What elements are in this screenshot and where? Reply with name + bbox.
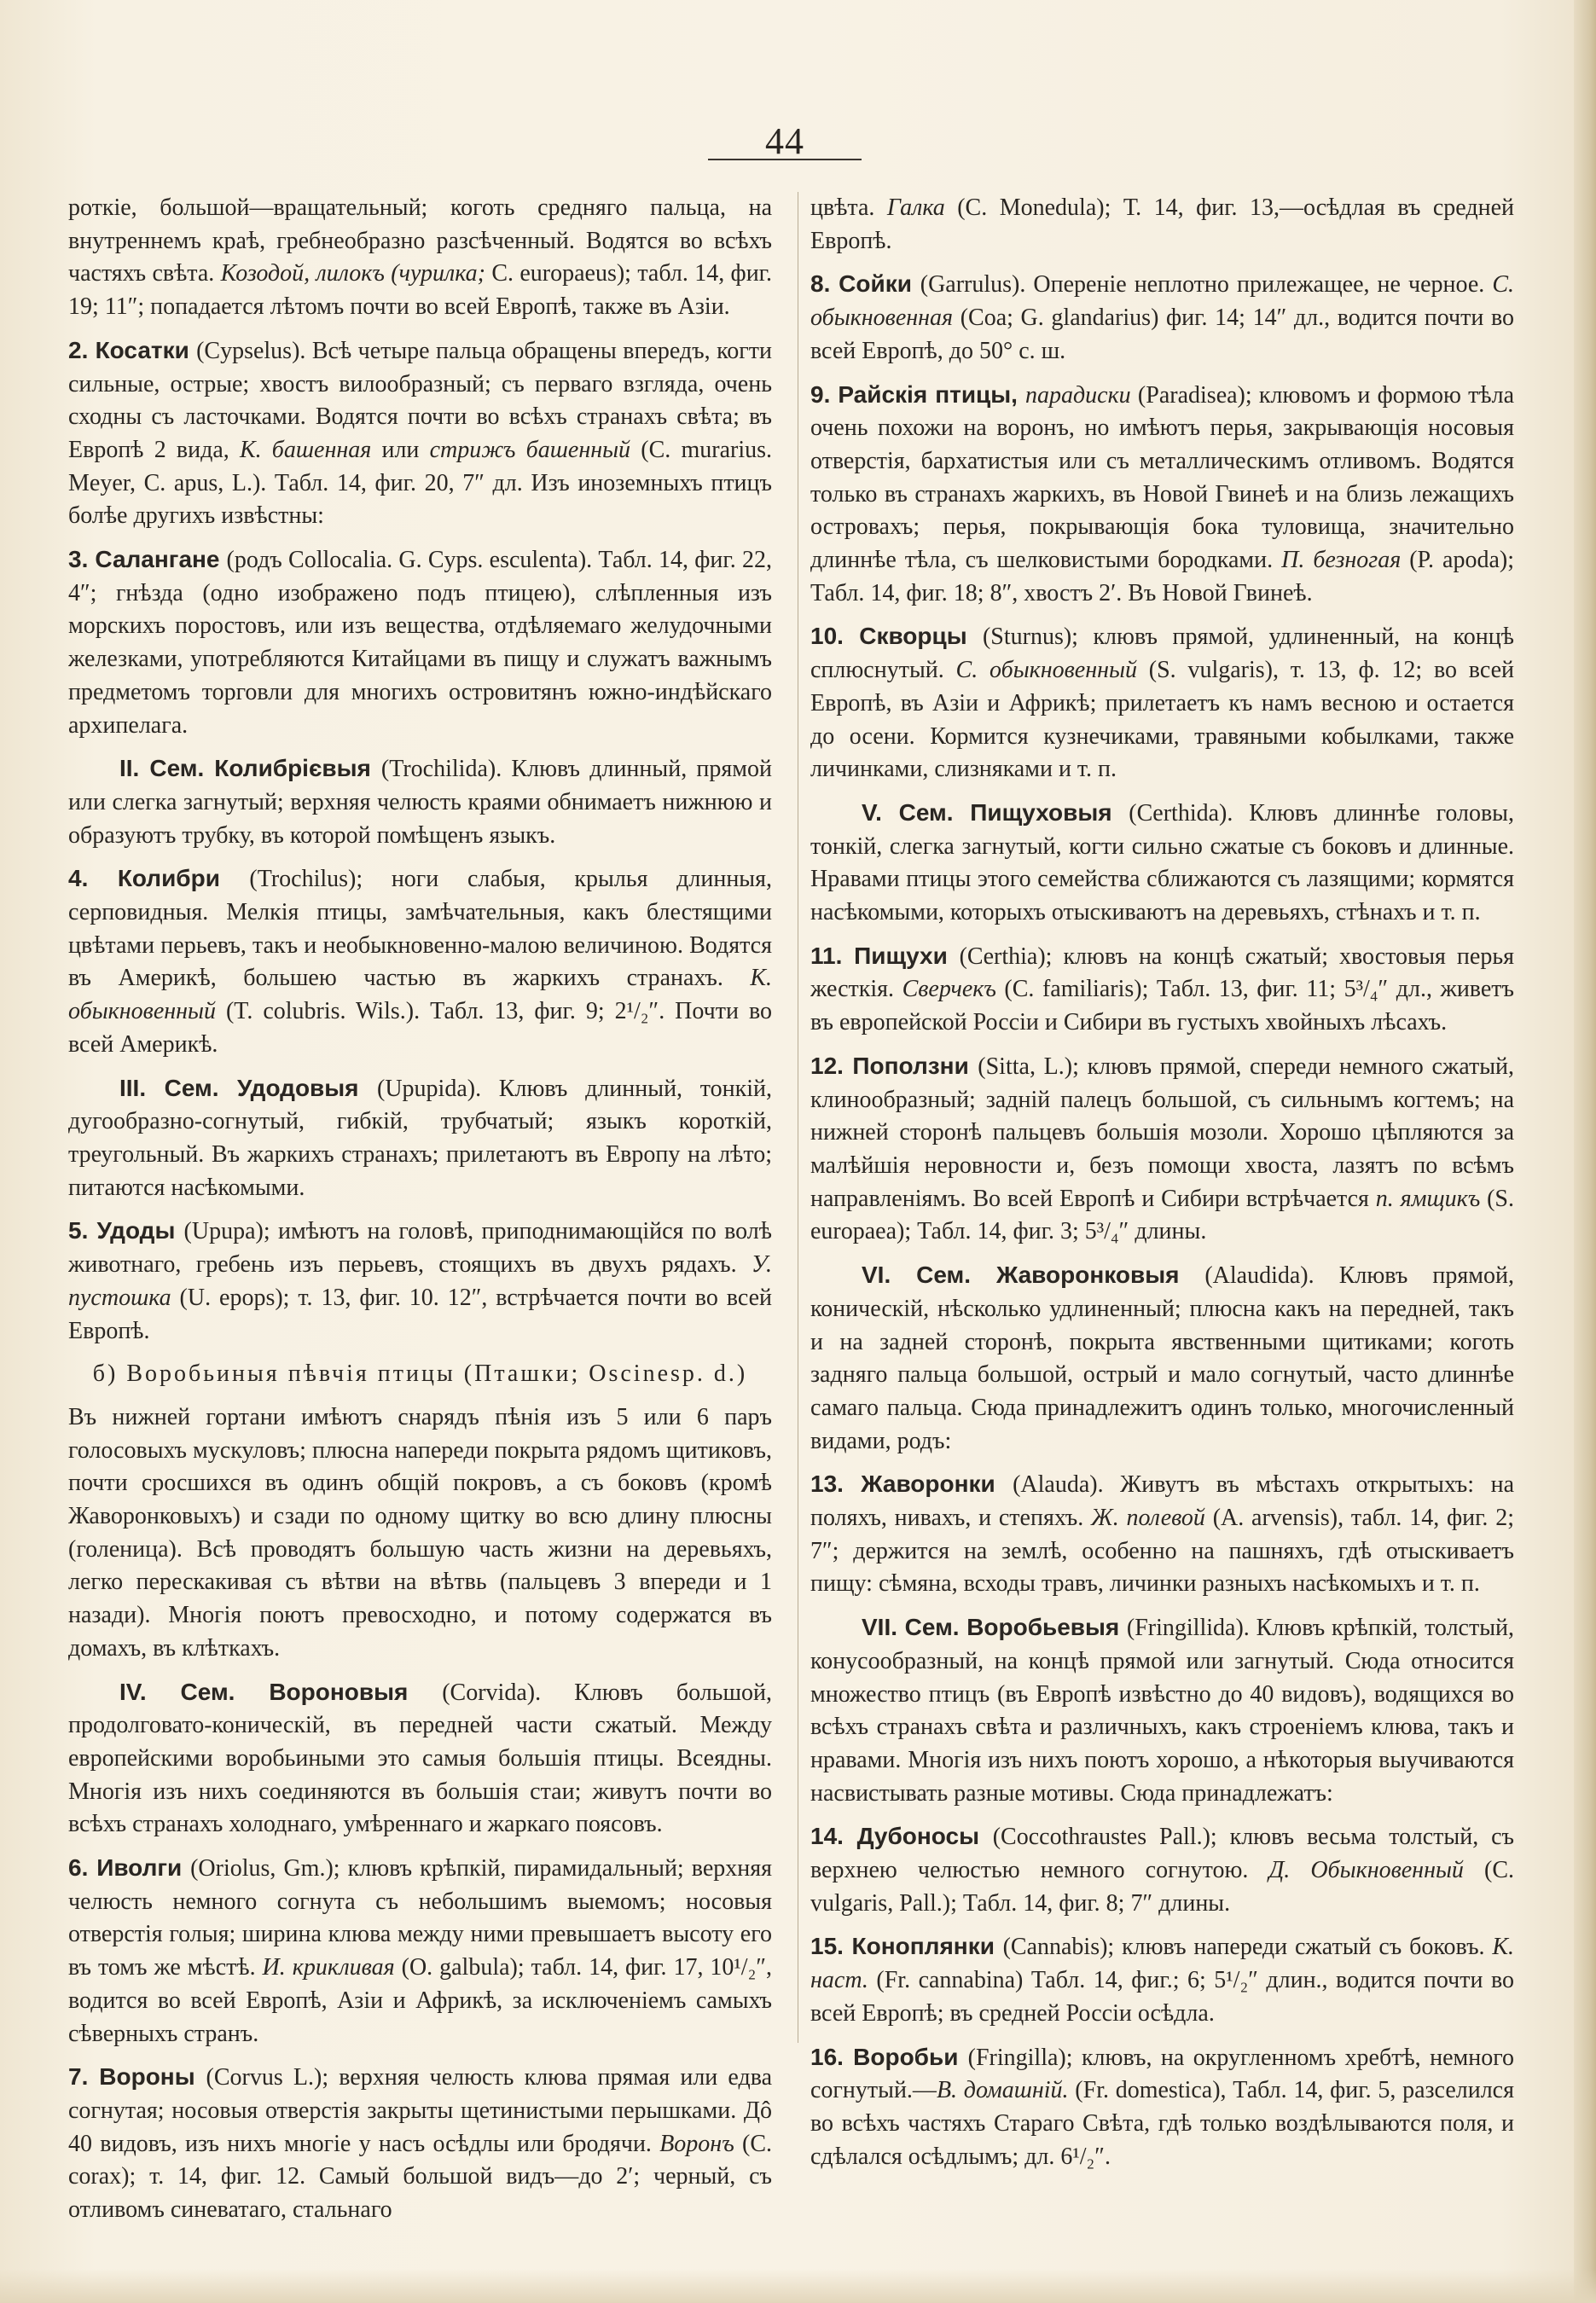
entry-heading: VI. Сем. Жаворонковыя [862, 1262, 1205, 1289]
entry-heading: IV. Сем. Вороновыя [119, 1678, 443, 1705]
text-run: (Paradisea); клювомъ и формою тѣла очень похожи на воронъ, но имѣютъ перья, закрывающія носовыя отверстія, бархатистыя или съ металлическимъ отливомъ. Водятся только въ странахъ жаркихъ, въ Новой Гвинеѣ и на близь лежащихъ островахъ; перья, покрывающія бока туловища, значительно длиннѣе тѣла, съ шелковистыми бородками. [810, 381, 1514, 574]
text-run: (Coccothraustes Pall.); клювъ весьма толстый, съ верхнею челюстью немного согнутою. [810, 1824, 1514, 1884]
text-run: (Trochilida). Клювъ длинный, прямой или слегка загнутый; верхняя челюсть краями обнимаетъ нижнюю и образуютъ трубку, въ которой помѣщенъ языкъ. [68, 756, 772, 849]
text-run: (S. europaea); Табл. 14, фиг. 3; 5³/₄″ длины. [810, 1185, 1514, 1245]
text-run: (родъ Collocalia. G. Cyps. esculenta). Табл. 14, фиг. 22, 4″; гнѣзда (одно изображено подъ птицею), слѣпленныя изъ морскихъ поростовъ, или изъ вещества, отдѣляемаго желудочными железками, употребляются Китайцами въ пищу и служатъ важнымъ предметомъ торговли для многихъ островитянъ южно-индѣйскаго архипелага. [68, 547, 772, 739]
text-run: (C. corax); т. 14, фиг. 12. Самый большой видъ—до 2′; черный, съ отливомъ синеватаго, стальнаго [68, 2130, 772, 2224]
text-run: (Fr. domestica), Табл. 14, фиг. 5, разселился во всѣхъ частяхъ Стараго Свѣта, гдѣ только воздѣлываются поля, и сдѣлался осѣдлымъ; дл. 6¹/₂″. [810, 2077, 1514, 2170]
text-run: (T. colubris. Wils.). Табл. 13, фиг. 9; 2¹/₂″. Почти во всей Америкѣ. [68, 998, 772, 1058]
entry-heading: 16. Воробьи [810, 2043, 968, 2070]
text-run: роткіе, большой—вращательный; коготь средняго пальца, на внутреннемъ краѣ, гребнеобразно разсѣченный. Водятся во всѣхъ частяхъ свѣта. [68, 194, 772, 287]
text-run: (C. familiaris); Табл. 13, фиг. 11; 5³/₄″ дл., живетъ въ европейской Россіи и Сибири въ густыхъ хвойныхъ лѣсахъ. [810, 976, 1514, 1036]
species-name: Козодой, лилокъ (чурилка; [220, 260, 485, 287]
text-run: (Garrulus). Опереніе неплотно прилежащее, не черное. [920, 271, 1493, 299]
entry-heading: 13. Жаворонки [810, 1471, 1013, 1498]
species-name: п. ямщикъ [1375, 1185, 1481, 1212]
paragraph [810, 192, 1514, 258]
text-run: Въ нижней гортани имѣютъ снарядъ пѣнія изъ 5 или 6 паръ голосовыхъ мускуловъ; плюсна напереди покрыта рядомъ щитиковъ, почти сросшихся въ одинъ общій покровъ, а съ боковъ (кромѣ Жаворонковыхъ) и сзади по одному щитку во всю длину плюсны (голеница). Всѣ проводятъ большую часть жизни на деревьяхъ, легко перескакивая съ вѣтви на вѣтвь (пальцевъ 3 впереди и 1 назади). Многія поютъ превосходно, и потому содержатся въ домахъ, въ клѣткахъ. [68, 1403, 772, 1662]
section-heading [68, 1358, 772, 1391]
text-run: (Coa; G. glandarius) фиг. 14; 14″ дл., водится почти во всей Европѣ, до 50° с. ш. [810, 305, 1514, 364]
text-run: (Upupa); имѣютъ на головѣ, приподнимающійся по волѣ животнаго, гребень изъ перьевъ, стоящихъ въ двухъ рядахъ. [68, 1218, 772, 1279]
species-name: К. наст. [810, 1934, 1514, 1994]
paragraph [68, 192, 772, 324]
text-run: (Upupida). Клювъ длинный, тонкій, дугообразно-согнутый, гибкій, трубчатый; языкъ короткій, треугольный. Въ жаркихъ странахъ; прилетаютъ въ Европу на лѣто; питаются насѣкомыми. [68, 1075, 772, 1201]
text-run: (Fr. cannabina) Табл. 14, фиг.; 6; 5¹/₂″ длин., водится почти во всей Европѣ; въ средней Россіи осѣдла. [810, 1967, 1514, 2027]
entry-zhavoronki [810, 1468, 1514, 1601]
entry-heading: 10. Скворцы [810, 623, 983, 650]
text-run: (C. murarius. Meyer, C. apus, L.). Табл. 14, фиг. 20, 7″ дл. Изъ иноземныхъ птицъ болѣе другихъ извѣстны: [68, 436, 772, 530]
entry-soiki [810, 268, 1514, 368]
entry-dubonosy [810, 1820, 1514, 1920]
text-run: (Cannabis); клювъ напереди сжатый съ боковъ. [1002, 1934, 1493, 1961]
entry-kolibri [68, 862, 772, 1061]
species-name: П. безногая [1281, 547, 1402, 574]
entry-heading: 5. Удоды [68, 1217, 184, 1244]
entry-skvortsy [810, 620, 1514, 786]
entry-heading: VII. Сем. Воробьевыя [862, 1614, 1127, 1641]
species-name: Галка [886, 194, 945, 221]
text-run: (U. epops); т. 13, фиг. 10. 12″, встрѣчается почти во всей Европѣ. [68, 1284, 772, 1344]
family-pishchukhovye [810, 797, 1514, 930]
entry-salangane [68, 543, 772, 742]
header-rule [708, 159, 862, 160]
text-run: (S. vulgaris), т. 13, ф. 12; во всей Европѣ, въ Азіи и Африкѣ; прилетаетъ къ намъ весною и остается до осени. Кормится кузнечиками, травяными кобылками, также личинками, слизняками и т. п. [810, 657, 1514, 783]
text-run: (Alauda). Живутъ въ мѣстахъ открытыхъ: на поляхъ, нивахъ, и степяхъ. [810, 1471, 1514, 1532]
species-name: Ж. полевой [1091, 1505, 1205, 1532]
species-name: И. крикливая [262, 1954, 395, 1981]
entry-popolzni [810, 1050, 1514, 1249]
entry-heading: V. Сем. Пищуховыя [862, 798, 1129, 826]
entry-heading: 15. Коноплянки [810, 1933, 1003, 1960]
family-voronovye [68, 1676, 772, 1842]
species-name: парадиски [1024, 381, 1131, 409]
entry-vorony [68, 2061, 772, 2227]
entry-udody [68, 1215, 772, 1348]
page-edge [1574, 0, 1596, 2303]
text-run: (Corvida). Клювъ большой, продолговато-коническій, въ передней части сжатый. Между европейскими воробьиными это самыя большія птицы. Всеядны. Многія изъ нихъ соединяются въ большія стаи; живутъ почти во всѣхъ странахъ холоднаго, умѣреннаго и жаркаго поясовъ. [68, 1679, 772, 1838]
entry-heading: 3. Салангане [68, 546, 227, 573]
entry-heading: 14. Дубоносы [810, 1823, 993, 1850]
family-zhavoronkovye [810, 1259, 1514, 1458]
text-run: (Fringillida). Клювъ крѣпкій, толстый, конусообразный, на концѣ прямой или загнутый. Сюда относится множество птицъ (въ Европѣ извѣстно до 40 видовъ), водящихся во всѣхъ странахъ свѣта и различныхъ, какъ строеніемъ клюва, такъ и нравами. Многія изъ нихъ поютъ хорошо, а нѣкоторыя выучиваются насвистывать разные мотивы. Сюда принадлежатъ: [810, 1615, 1514, 1807]
text-run: (C. vulgaris, Pall.); Табл. 14, фиг. 8; 7″ длины. [810, 1857, 1514, 1917]
entry-heading: 8. Сойки [810, 270, 920, 298]
text-run: (Certhida). Клювъ длиннѣе головы, тонкій, слегка загнутый, когти сильно сжатые съ боковъ и длинные. Нравами птицы этого семейства сближаются съ лазящими; кормятся насѣкомыми, которыхъ отыскиваютъ на деревьяхъ, стѣнахъ и т. п. [810, 799, 1514, 926]
species-name: В. домашній. [936, 2077, 1069, 2104]
text-run: (Trochilus); ноги слабыя, крылья длинныя, серповидныя. Мелкія птицы, замѣчательныя, какъ блестящими цвѣтами перьевъ, такъ и необыкновенно-малою величиною. Водятся въ Америкѣ, большею частью въ жаркихъ странахъ. [68, 866, 772, 992]
text-run: (Corvus L.); верхняя челюсть клюва прямая или едва согнутая; носовыя отверстія закрыты щетинистыми перышками. Дô 40 видовъ, изъ нихъ многіе у насъ осѣдлы или бродячи. [68, 2064, 772, 2157]
entry-heading: 7. Вороны [68, 2063, 206, 2091]
entry-heading: III. Сем. Удодовыя [119, 1074, 378, 1101]
species-name: К. башенная [240, 436, 372, 463]
entry-ivolgi [68, 1852, 772, 2051]
text-run: (Fringilla); клювъ, на округленномъ хребтѣ, немного согнутый.— [810, 2044, 1514, 2104]
text-run: (P. apoda); Табл. 14, фиг. 18; 8″, хвостъ 2′. Въ Новой Гвинеѣ. [810, 547, 1514, 606]
text-run: б) Воробьиныя пѣвчія птицы (Пташки; Oscinesp. d.) [92, 1360, 748, 1388]
species-name: К. обыкновенный [68, 965, 772, 1025]
text-run: (Alaudida). Клювъ прямой, коническій, нѣсколько удлиненный; плюсна какъ на передней, такъ и на задней сторонѣ, покрыта явственными щитиками; коготь задняго пальца большой, острый и мало согнутый, часто длиннѣе самаго пальца. Сюда принадлежитъ одинъ только, многочисленный видами, родъ: [810, 1262, 1514, 1454]
text-run: (Sturnus); клювъ прямой, удлиненный, на концѣ сплюснутый. [810, 624, 1514, 684]
right-column [810, 192, 1514, 2282]
entry-vorobyi [810, 2041, 1514, 2174]
entry-heading: 2. Косатки [68, 336, 197, 363]
paragraph [68, 1401, 772, 1666]
entry-kosatki [68, 334, 772, 533]
entry-heading: 9. Райскія птицы, [810, 380, 1025, 408]
family-kolibri [68, 752, 772, 852]
left-column [68, 192, 772, 2282]
entry-heading: II. Сем. Колибрієвыя [119, 755, 381, 782]
text-run: (O. galbula); табл. 14, фиг. 17, 10¹/₂″, водится во всей Европѣ, Азіи и Африкѣ, за исключеніемъ самыхъ сѣверныхъ странъ. [68, 1954, 772, 2047]
text-run: или [371, 436, 430, 463]
species-name: С. обыкновенный [955, 657, 1137, 684]
text-run: (C. Monedula); Т. 14, фиг. 13,—осѣдлая въ средней Европѣ. [810, 194, 1514, 254]
species-name: стрижъ башенный [429, 436, 631, 463]
text-run: (A. arvensis), табл. 14, фиг. 2; 7″; держится на землѣ, особенно на пашняхъ, гдѣ отыскиваетъ пищу: сѣмяна, всходы травъ, личинки разныхъ насѣкомыхъ и т. п. [810, 1505, 1514, 1598]
text-run: (Oriolus, Gm.); клювъ крѣпкій, пирамидальный; верхняя челюсть немного согнута съ небольшимъ выемомъ; носовыя отверстія голыя; ширина клюва между ними превышаетъ высоту его въ томъ же мѣстѣ. [68, 1855, 772, 1981]
entry-heading: 6. Иволги [68, 1854, 191, 1882]
species-name: Сверчекъ [902, 976, 996, 1003]
species-name: С. обыкновенная [810, 271, 1514, 332]
entry-heading: 4. Колибри [68, 865, 250, 892]
species-name: Воронъ [659, 2130, 734, 2157]
entry-konoplyanki [810, 1930, 1514, 2030]
species-name: У. пустошка [68, 1251, 772, 1311]
species-name: Д. Обыкновенный [1268, 1857, 1464, 1884]
entry-heading: 12. Поползни [810, 1052, 978, 1079]
entry-raiskie-ptitsy [810, 379, 1514, 611]
text-run: цвѣта. [810, 194, 887, 221]
page-number: 44 [765, 120, 804, 162]
family-vorobyevye [810, 1611, 1514, 1810]
entry-heading: 11. Пищухи [810, 942, 960, 969]
text-run: (Cypselus). Всѣ четыре пальца обращены впередъ, когти сильные, острые; хвостъ вилообразный; съ перваго взгляда, очень сходны съ ласточками. Водятся почти во всѣхъ странахъ свѣта; въ Европѣ 2 вида, [68, 337, 772, 463]
text-run: (Certhia); клювъ на концѣ сжатый; хвостовыя перья жесткія. [810, 943, 1514, 1003]
text-run: C. europaeus); табл. 14, фиг. 19; 11″; попадается лѣтомъ почти во всей Европѣ, также въ Азіи. [68, 260, 772, 321]
entry-pishchukhi [810, 940, 1514, 1040]
text-run: (Sitta, L.); клювъ прямой, спереди немного сжатый, клинообразный; задній палецъ большой, съ сильнымъ когтемъ; на нижней сторонѣ пальцевъ большія мозоли. Хорошо цѣпляются за малѣйшія неровности и, безъ помощи хвоста, лазятъ по всѣмъ направленіямъ. Во всей Европѣ и Сибири встрѣчается [810, 1053, 1514, 1212]
family-udodovye [68, 1072, 772, 1205]
